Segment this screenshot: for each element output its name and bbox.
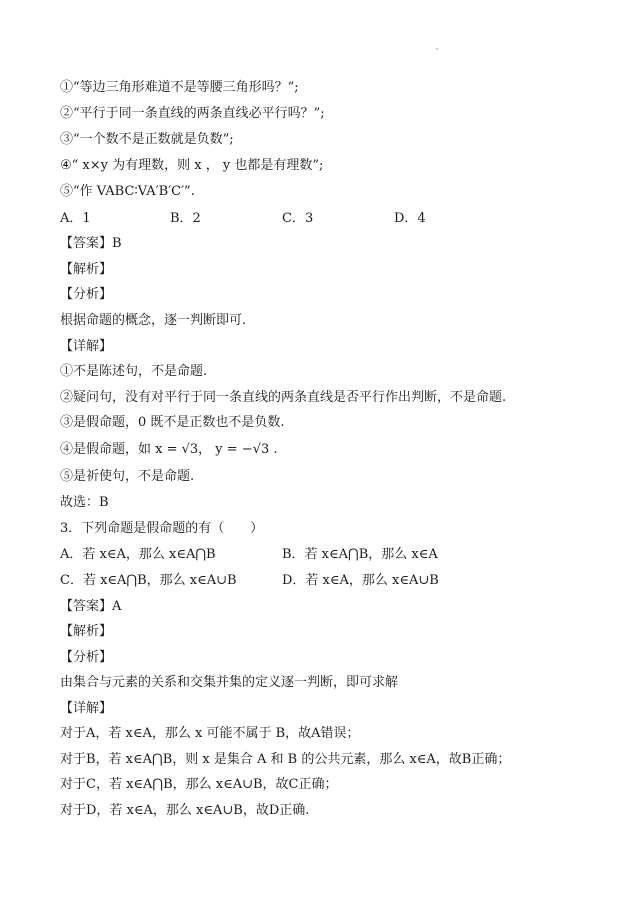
q3-xiangjie-heading: 【详解】 (60, 701, 113, 716)
q3-detail-c: 对于C，若 x∈A⋂B，那么 x∈A∪B，故C正确； (60, 777, 338, 792)
q2-xiangjie-heading: 【详解】 (60, 339, 113, 354)
q2-answer: 【答案】B (60, 236, 122, 251)
q3-answer: 【答案】A (60, 599, 122, 614)
q2-detail-2: ②疑问句，没有对平行于同一条直线的两条直线是否平行作出判断，不是命题. (60, 390, 507, 405)
q2-fenxi-text: 根据命题的概念，逐一判断即可. (60, 313, 247, 328)
q2-fenxi-heading: 【分析】 (60, 287, 113, 302)
q3-option-c: C．若 x∈A⋂B，那么 x∈A∪B (60, 573, 237, 588)
q2-option-c: C．3 (282, 211, 314, 226)
q3-option-a: A．若 x∈A，那么 x∈A⋂B (60, 547, 216, 562)
q3-option-d: D．若 x∈A，那么 x∈A∪B (282, 573, 439, 588)
q3-detail-d: 对于D，若 x∈A，那么 x∈A∪B，故D正确. (60, 803, 310, 818)
q2-jiexi-heading: 【解析】 (60, 262, 113, 277)
q2-item-5: ⑤“作 VABC∶VA′B′C′”. (60, 184, 195, 199)
q3-option-b: B．若 x∈A⋂B，那么 x∈A (282, 547, 438, 562)
q3-jiexi-heading: 【解析】 (60, 624, 113, 639)
q2-option-a: A．1 (60, 211, 91, 226)
q2-item-2: ②“平行于同一条直线的两条直线必平行吗？”; (60, 106, 325, 121)
q2-item-3: ③“一个数不是正数就是负数”; (60, 132, 234, 147)
q3-fenxi-heading: 【分析】 (60, 650, 113, 665)
q2-detail-1: ①不是陈述句，不是命题. (60, 364, 208, 379)
q3-fenxi-text: 由集合与元素的关系和交集并集的定义逐一判断，即可求解 (60, 675, 399, 690)
q2-option-b: B．2 (170, 211, 201, 226)
q2-option-d: D．4 (394, 211, 426, 226)
q2-item-4: ④“ x×y 为有理数，则 x ， y 也都是有理数”; (60, 158, 324, 173)
q3-detail-b: 对于B，若 x∈A⋂B，则 x 是集合 A 和 B 的公共元素，那么 x∈A，故B正确； (60, 752, 511, 767)
q2-conclusion: 故选：B (60, 495, 109, 510)
q2-detail-4: ④是假命题，如 x = √3， y = −√3 . (60, 442, 278, 457)
q3-detail-a: 对于A，若 x∈A，那么 x 可能不属于 B，故A错误； (60, 726, 360, 741)
q2-detail-3: ③是假命题，0 既不是正数也不是负数. (60, 415, 285, 430)
q3-title: 3．下列命题是假命题的有（ ） (60, 521, 264, 536)
page-speck (436, 48, 438, 50)
q2-item-1: ①“等边三角形难道不是等腰三角形吗？”; (60, 80, 299, 95)
q2-detail-5: ⑤是祈使句，不是命题. (60, 469, 195, 484)
